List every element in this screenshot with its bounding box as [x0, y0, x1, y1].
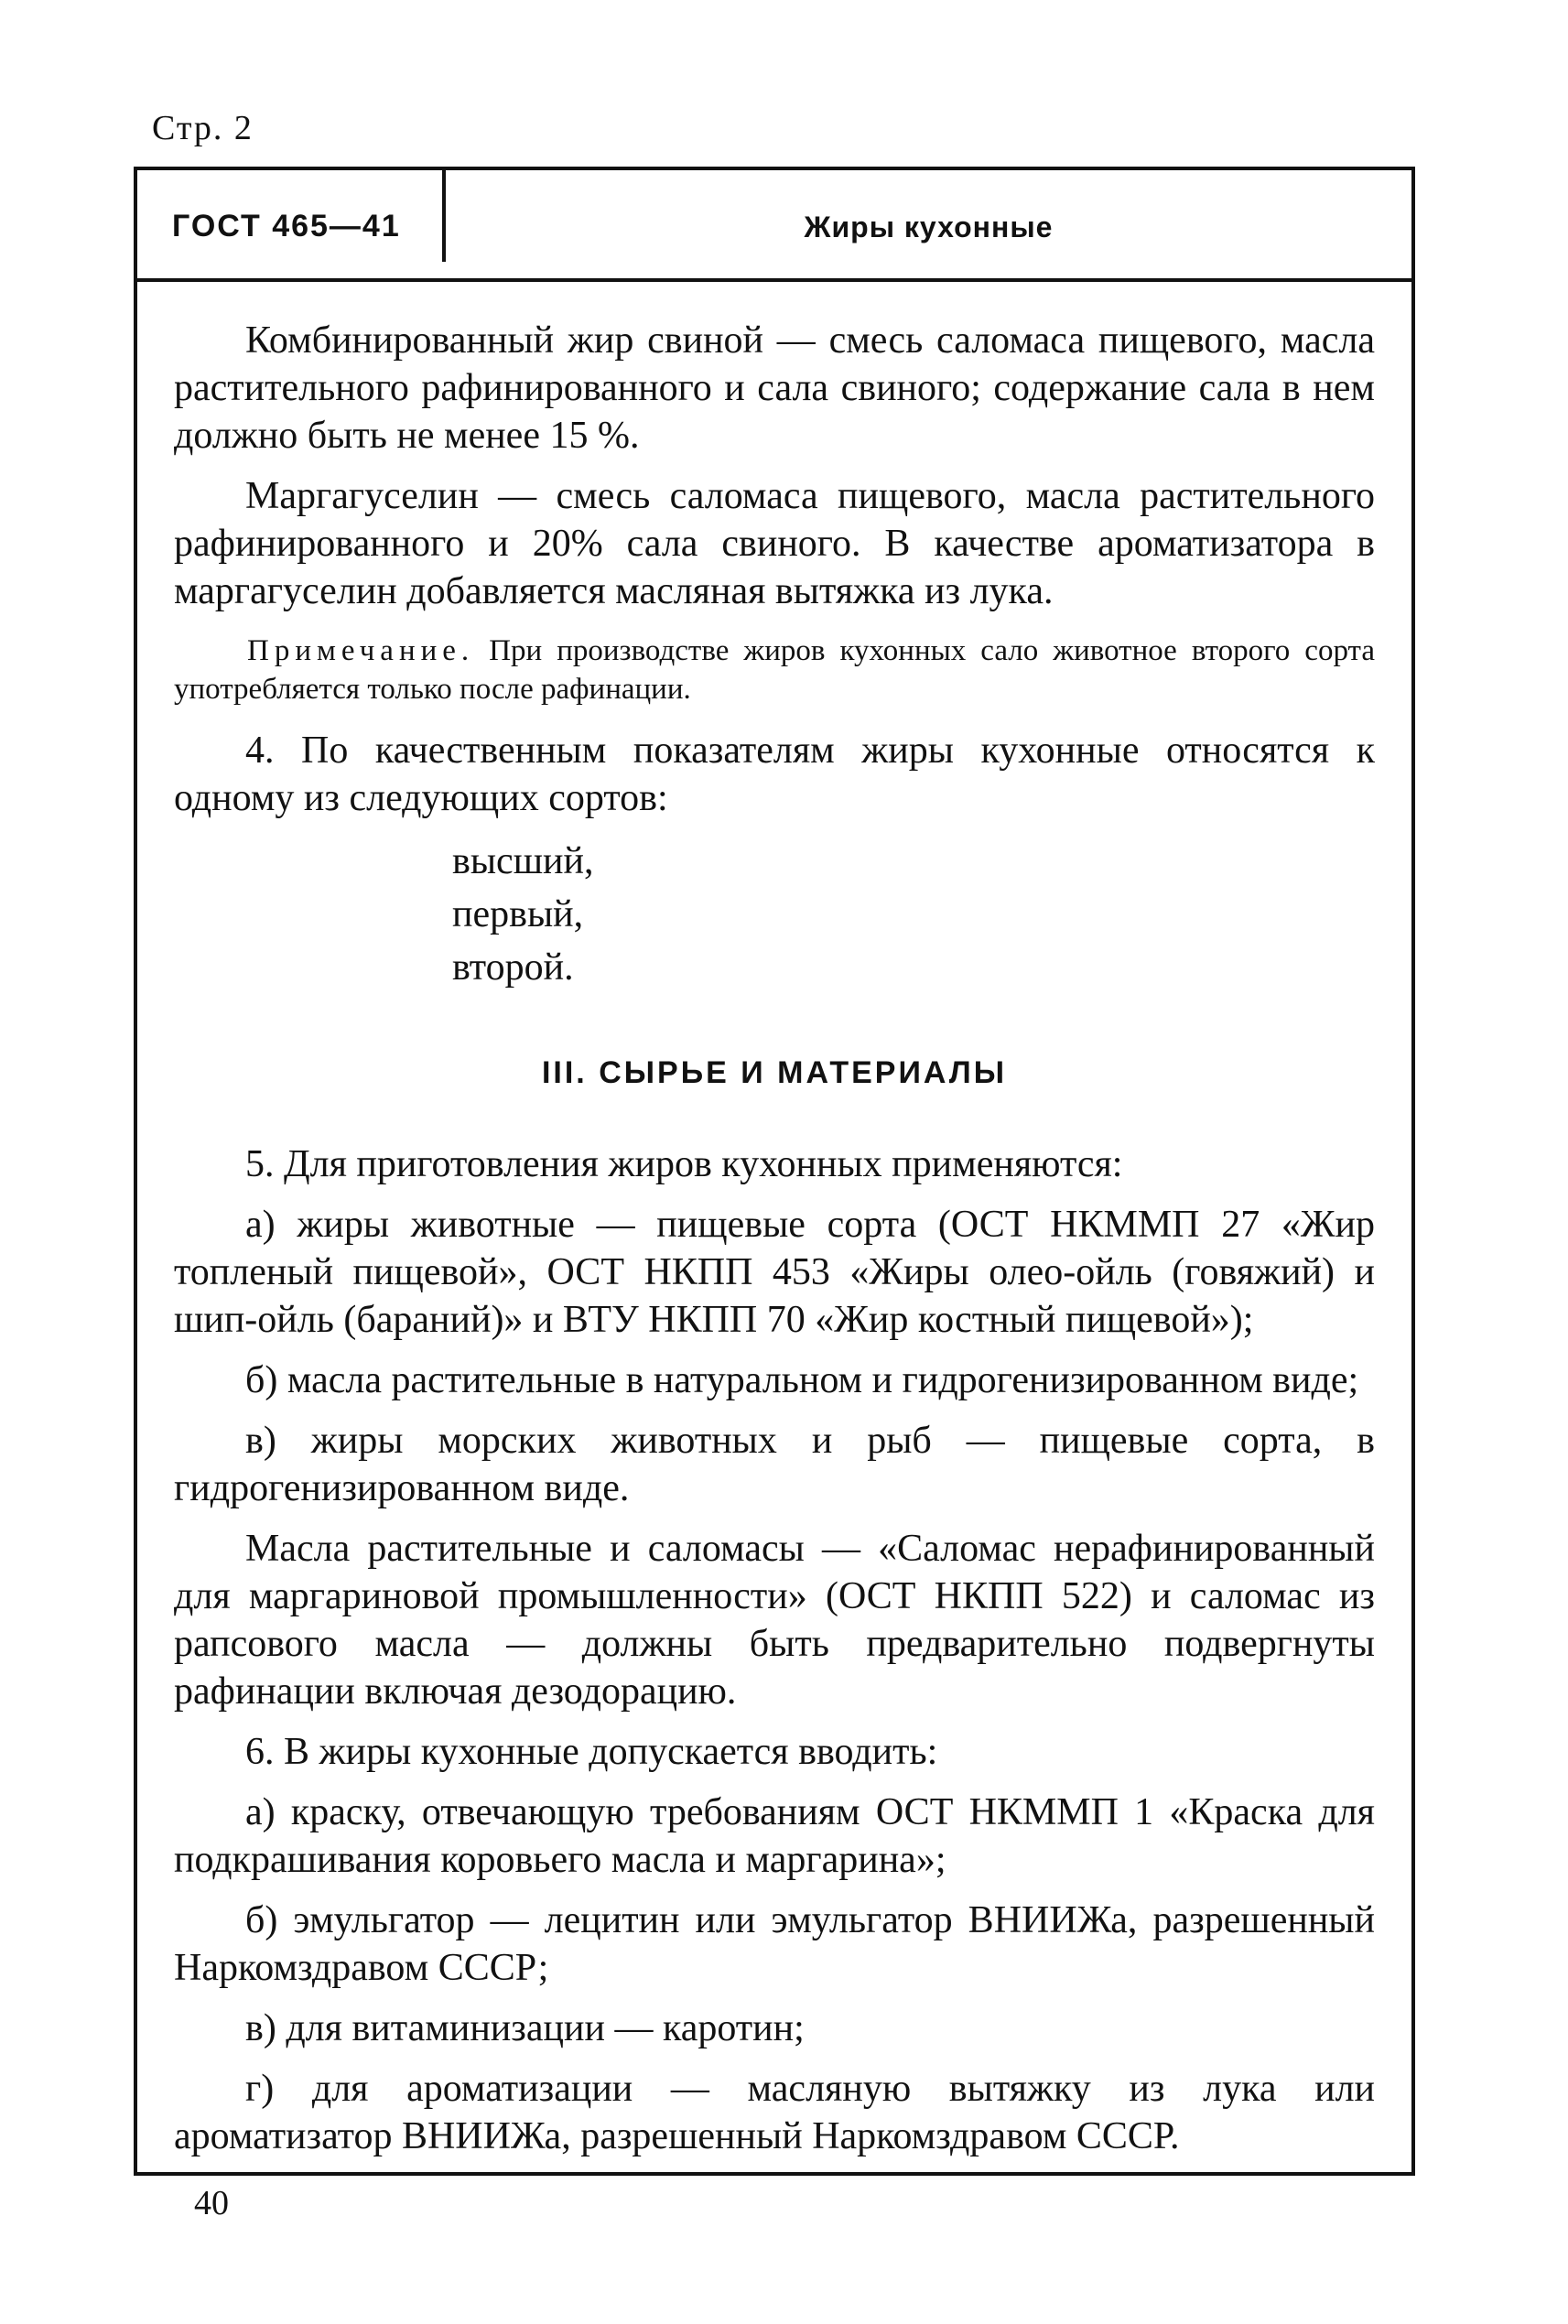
document-body	[174, 317, 1375, 2173]
note	[174, 632, 1375, 708]
page-number: 40	[194, 2184, 229, 2222]
note-text: При производстве жиров кухонных сало животное второго сорта употребляется только после рафинации.	[174, 634, 1375, 706]
paragraph-4: 4. По качественным показателям жиры кухонные относятся к одному из следующих сортов:	[174, 730, 1375, 819]
paragraph-combined-fat: Комбинированный жир свиной — смесь саломаса пищевого, масла растительного рафинированного и сала свиного; содержание сала в нем должно быть не менее 15 %.	[174, 319, 1375, 457]
paragraph-5b: б) масла растительные в натуральном и гидрогенизированном виде;	[245, 1359, 1359, 1401]
document-header	[137, 170, 1411, 282]
list-item: высший,	[452, 840, 594, 882]
sorts-list	[174, 835, 1375, 994]
document-title: Жиры кухонные	[804, 211, 1054, 243]
paragraph-5: 5. Для приготовления жиров кухонных применяются:	[245, 1143, 1123, 1185]
paragraph-6a: а) краску, отвечающую требованиям ОСТ НКММП 1 «Краска для подкрашивания коровьего масла и маргарина»;	[174, 1791, 1375, 1881]
paragraph-6c: в) для витаминизации — каротин;	[245, 2007, 805, 2049]
paragraph-6: 6. В жиры кухонные допускается вводить:	[245, 1731, 938, 1773]
paragraph-5c: в) жиры морских животных и рыб — пищевые сорта, в гидрогенизированном виде.	[174, 1420, 1375, 1509]
standard-number: ГОСТ 465—41	[172, 209, 401, 243]
paragraph-6d: г) для ароматизации — масляную вытяжку из лука или ароматизатор ВНИИЖа, разрешенный Наркомздравом СССР.	[174, 2068, 1375, 2157]
paragraph-6b: б) эмульгатор — лецитин или эмульгатор ВНИИЖа, разрешенный Наркомздравом СССР;	[174, 1899, 1375, 1989]
page-frame	[134, 167, 1415, 2176]
list-item: первый,	[452, 893, 584, 935]
paragraph-margaguselin: Маргагуселин — смесь саломаса пищевого, масла растительного рафинированного и 20% сала свиного. В качестве ароматизатора в маргагуселин добавляется масляная вытяжка из лука.	[174, 475, 1375, 612]
section-title: III. СЫРЬЕ И МАТЕРИАЛЫ	[541, 1055, 1008, 1090]
paragraph-5d: Масла растительные и саломасы — «Саломас нерафинированный для маргариновой промышленности» (ОСТ НКПП 522) и саломас из рапсового масла — должны быть предварительно подвергнуты рафинации включая дезодорацию.	[174, 1528, 1375, 1713]
page-label: Стр. 2	[152, 109, 254, 147]
note-label: Примечание.	[247, 634, 475, 667]
paragraph-5a: а) жиры животные — пищевые сорта (ОСТ НКММП 27 «Жир топленый пищевой», ОСТ НКПП 453 «Жиры олео-ойль (говяжий) и шип-ойль (бараний)» и ВТУ НКПП 70 «Жир костный пищевой»);	[174, 1204, 1375, 1341]
list-item: второй.	[452, 946, 574, 989]
